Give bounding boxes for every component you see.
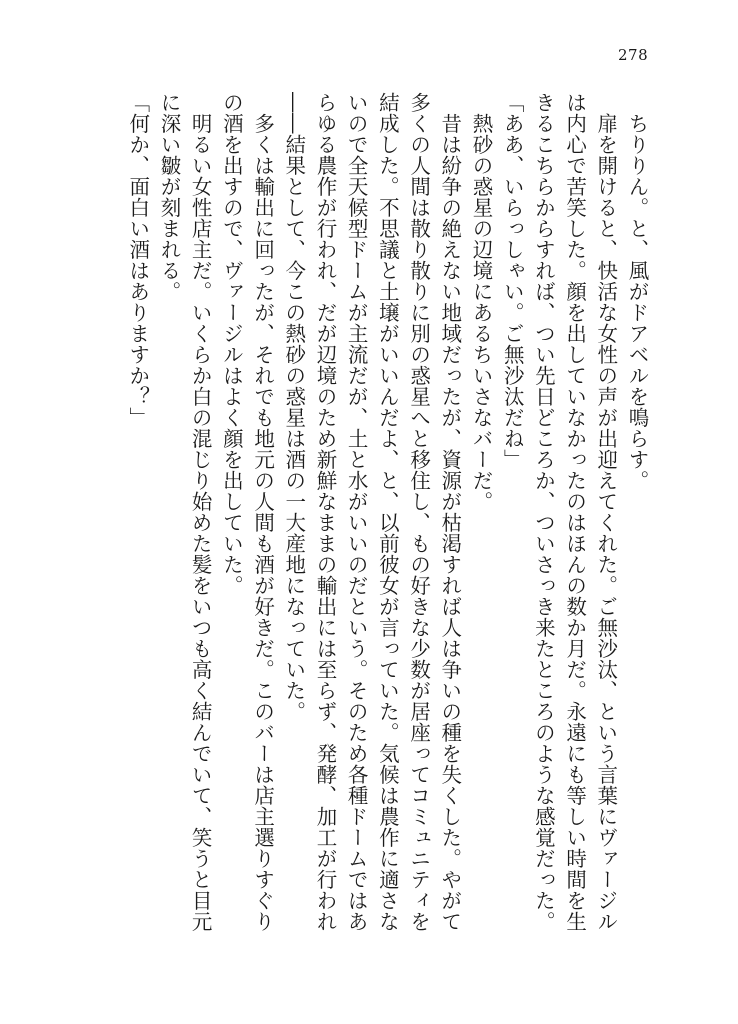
paragraph: 昔は紛争の絶えない地域だったが、資源が枯渇すれば人は争いの種を失くした。やがて多くの人間は散り散りに別の惑星へと移住し、もの好きな少数が居座ってコミュニティを結成した。不思議と土壌がいいんだよ、と、以前彼女が言っていた。気候は農作に適さないので全天候型ドームが主流だが、土と水がいいのだという。そのため各種ドームではあらゆる農作が行われ、だが辺境のため新鮮なままの輸出には至らず、発酵、加工が行われ――結果として、今この熱砂の惑星は酒の一大産地になっていた。 [281,92,462,932]
paragraph: 熱砂の惑星の辺境にあるちいさなバーだ。 [468,112,493,512]
paragraph: 扉を開けると、快活な女性の声が出迎えてくれた。ご無沙汰、という言葉にヴァージルは内心で苦笑した。顔を出していなかったのはほんの数か月だ。永遠にも等しい時間を生きるこちらからすれば、つい先日どころか、ついさっき来たところのような感覚だった。 [531,92,618,932]
paragraph: 多くは輸出に回ったが、それでも地元の人間も酒が好きだ。このバーは店主選りすぐりの酒を出すので、ヴァージルはよく顔を出していた。 [219,92,275,932]
dialog-line: 「何か、面白い酒はありますか？」 [125,92,150,428]
page-number: 278 [618,46,649,64]
body-text [122,92,652,952]
paragraph: ちりりん。と、風がドアベルを鳴らす。 [625,112,649,491]
paragraph: 明るい女性店主だ。いくらか白の混じり始めた髪をいつも高く結んでいて、笑うと目元に深い皺が刻まれる。 [156,92,213,932]
dialog-line: 「ああ、いらっしゃい。ご無沙汰だね」 [500,92,525,470]
